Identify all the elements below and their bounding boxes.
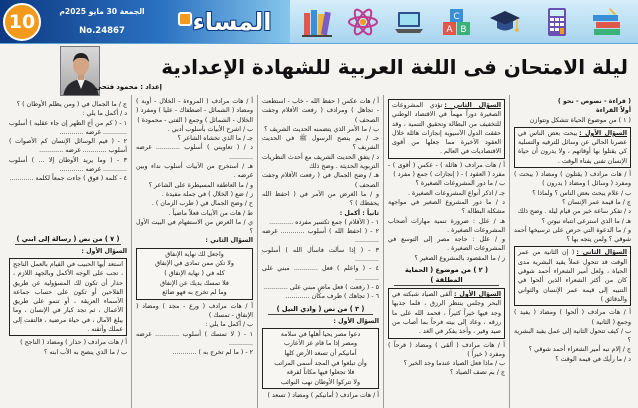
abc-blocks-icon [440,5,474,39]
question-text: ( إن الثانية من عمر الوقت قد تتحول عملاً يفيد البشرية مدى الحياة ، ولعل أمير الشعراء أحمد شوقي كان من أكثر الشعراء الذين ألحوا في التنبيه إلى قيمة عمر الإنسان والثواني والدقائق ) [518,249,627,303]
question-line: جـ / اذكر أنواع المشروعات الصغيرة . [407,189,505,197]
question-line: ج / إلام نبه أمير الشعراء أحمد شوقي ؟ [528,346,631,354]
question-line: ١ - ( الأقلام ) جمع تكسير مفرده ............ [269,218,379,226]
question-text: تؤدي المشروعات الصغيرة دوراً مهماً في الاقتصاد الوطني للتخفيف من البطالة وتحقيق التنمية ، وقد حققت الدول الآسيوية إنجازات هائلة خلال العقود الأخيرة مما جعلها من أقوى الاقتصاديات في العالم . [392,102,501,156]
calculator-icon [540,5,574,39]
verse-line: كله في ( نهاية الإنفاق ) [164,269,225,277]
verse-line: واجعل لك نهاية الإنفاق [165,250,224,258]
question-line: ٦ - ( تجاهك ) ظرف مكان ............ [285,293,379,301]
question-line: أ / هات مرادف ( ألحوا ) ومضاد ( يفيد ) وجمع ( الثانية ) [514,309,631,326]
question-line: أ / هات مرادف ( يقتلون ) ومضاد ( يبحث ) ومفرد ( وسائل ) ومضاد ( يدرون ) [514,171,631,188]
question-line: ح / وضح الجمال في ( طرب الزمان ) . [151,200,253,208]
question-line: ب / اشرح الأبيات بأسلوب أدبي . [167,125,253,133]
issue-number: No.24867 [79,26,125,36]
question-line: جـ / بم ينصح الرسول ﷺ في الحديث الشريف ؟ [262,135,379,152]
column-1 [509,95,635,408]
question-line: هـ / ما الذي استرعى انتباه نيوتن ؟ [541,217,631,225]
question-line: ب / كيف تتحول الثانية إلى عمل يفيد البشرية ؟ [514,327,631,345]
question-line: جـ / ما الذي تخشاه الشاعر ؟ [177,135,253,143]
question-line: ب / ما دور المشروعات الصغيرة ؟ [415,180,505,188]
question-line: أ / هات مرادف ( ألقى ) ومضاد ( فرحاً ) ومفرد ( خيراً ) [388,341,505,358]
section-heading: ( ٣ ) من نص ( وادي النيل ) [268,304,373,315]
question-title: أولاً القراءة [595,107,631,115]
question-line: و / ما الدعوة التي حرص على ترسيخها أحمد شوقي ؟ ولمن يتجه بها ؟ [514,226,631,244]
verse-line: أمانيكم أن تسعد الأرض كلها [284,350,357,358]
question-line: ٢ - ( احفظ الله ) أسلوب ............ غرضه ............ [262,228,379,245]
verse-line: فلا تجعلوا فيها مكاناً لفرقة [286,369,355,377]
issue-info-band [0,0,162,44]
svg-text:A: A [446,25,453,35]
question-line: ط / هات من الأبيات فعلاً ماضياً . [168,209,253,217]
question-title: السؤال الأول : [81,247,127,255]
question-line: ز / ضع ( الخلال ) في جملة مفيدة . [161,190,253,198]
column-2 [383,95,509,408]
question-label: السؤال الثاني : [576,249,627,257]
question-line: ١ - ( كم من أخ الظهر إن جاء عقليه ) أسلوب ............ غرضه ............ [9,119,127,136]
laptop-icon [392,5,426,39]
column-3 [257,95,383,408]
page-number-badge: 10 [3,3,41,41]
question-line: ي / ما الغرض من الاستفهام في البيت الأول ؟ [136,218,253,236]
question-line: ب / علام يبحث بعض الناس ؟ ولماذا ؟ [532,189,631,197]
question-text: يبحث بعض الناس في عصرنا الحالي عن وسائل للترفيه والتسلية كي يقتلوا بها أوقاتهم ، ولا يدرون أن حياة الإنسان تفنى بفناء الوقت . [518,129,627,165]
question-box [136,248,253,300]
question-line: أ / هات مرادف ( حذار ) ومضاد ( الناجح ) [20,339,127,347]
question-line: ب / أكمل ما يلي : [205,321,253,329]
question-line: د / تفكر ساعة خير من قيام ليلة . وضح ذلك [517,208,631,216]
column-4 [131,95,257,408]
question-line: و / ما الغرض من الأمر في ( احفظ الله يحفظك ) ؟ [262,190,379,208]
question-line: هـ / وضح الجمال في ( رفعت الأقلام وجفت الصحف ) [262,172,379,189]
page-header [0,0,638,44]
question-line: و / علل : حاجة مصر إلى التوسع في المشروعات الصغيرة . [388,236,505,253]
question-line: ٤ - كلمة ( فوق ) جاءت جمعاً لكلمة ............ [9,175,127,183]
question-line: أ / هات مرادف ( أمانيكم ) ومضاد ( تسعد ) [267,392,379,400]
question-line: هـ / استخرج من الأبيات أسلوب نداء وبين غرضه . [136,163,253,180]
book-stack-icon [590,5,624,39]
question-line: ز / ما المقصود بالمشروع الصغير ؟ [414,254,505,262]
question-box [514,127,631,168]
question-line: د / ( تعاويني ) أسلوب ............ غرضه ............ [136,144,253,161]
issue-date: الجمعة 30 مايو 2025م [59,7,145,16]
question-line: ج / بم تصف الصياد ؟ [450,369,505,377]
question-line: ج / ما قيمة عمر الإنسان ؟ [562,198,631,206]
question-line: ٣ - ( وما يريد الأوطان إلا ... ) أسلوب ............ غرضه ............ [9,156,127,174]
question-line: د / ما رأيك في قيمة الوقت ؟ [555,355,631,363]
newspaper-logo: المساء [192,8,272,36]
question-line: و / ما العاطفة المسيطرة على الشاعر ؟ [148,181,253,189]
svg-text:C: C [453,12,460,22]
verse-line: ومصر إذا ما قام عز الأعارب [284,340,357,348]
question-line: ( ١ ) من موضوع الحياة تتشكل وتتوازن [529,116,631,124]
author-credit: إعداد : محمود فتحي [95,83,162,91]
question-line: د / أكمل ما يلي : [82,110,127,118]
question-line: ١ - ( لا تمسك ) أسلوب ............ غرضه ............ [136,330,253,347]
question-label: السؤال الأول : [579,129,627,137]
page-title: ليلة الامتحان فى اللغة العربية للشهادة الإعدادية [161,55,628,79]
question-label: السؤال الثاني : [444,102,501,109]
question-box [388,288,505,338]
verse-line: ولا تتركوا الأوطان نهب النوائب [280,378,361,386]
question-line: ب / ما الأمر الذي يتضمنه الحديث الشريف ؟ [264,125,379,133]
question-line: ج / ما الجمال في ( ومن يظلم الأوطان ) ؟ [16,101,127,108]
logo-emblem-icon [178,12,192,26]
question-line: ب / ما الذي ينصح به الأب ابنه ؟ [44,348,127,356]
question-line: أ / هات مرادف ( ورع - مجد ) ومضاد ( الإنفاق - تمسك ) [136,302,253,320]
author-photo [60,46,100,96]
question-box [262,328,379,390]
question-title: ثانياً : أكمل : [339,209,379,217]
question-text: ألقى الصياد شبكته في البحر وجلس ينتظر الرزق ، فلما جذبها وجد فيها خيراً كثيراً ، فحمد الله على ما رزقه ، وعاد إلى بيته فرحاً بما أصاب من صيد وفير ، وأخذ يفكر في الغد . [392,291,501,336]
article-columns [5,95,635,408]
logo-band [162,0,290,44]
question-box [514,246,631,306]
question-text: استعد أيها الحبيب في القيام بالعمل الناجح ، تجب على الوجه الأكمل وبالجهد اللازم ، حذار أن تكون لك المسؤولية عن طريق الفلاحين أو تكون على حساب جماعة الأسماء العريقة ، أو تنمو على طريق الأعمال ، ثم تجد كبار في الإنسان ، وما يبلغ الآمال ، في حياة مرضية ، فالتفت إلى عملك وأتقنه . [13,260,123,334]
question-line: ٥ - ( رفعت ) فعل ماضٍ مبني على ............ [263,283,379,291]
section-heading: ( ٢ ) من موضوع ( الحماية المطلقة ) [394,265,499,286]
question-title: ( قراءة - نصوص - نحو ) [557,98,631,105]
question-line: هـ / علل : ضرورة تنمية مهارات أصحاب المشروعات الصغيرة . [388,217,505,234]
verse-line: دعوا مصر يحيا أهلها في سلامة [280,330,361,338]
atom-icon [346,5,380,39]
question-line: أ / هات عكس ( حفظ الله - خاب - استطعت - تجاهل ) ومرادف ( رفعت الأقلام وجفت الصحف ) [262,98,379,124]
section-heading: ( ٧ ) من نص ( رسالة إلى ابني ) [16,234,120,243]
question-line: ٢ - ( فيم الوسائل الإنسان كم الأصوات ) أسلوب ............ غرضه ............ [9,138,127,155]
question-box [9,258,127,336]
verse-line: وما لم تخرج به فهو ضائع [162,289,227,297]
books-icon [300,5,334,39]
question-title: السؤال الثاني : [205,237,253,245]
question-title: السؤال الأول : [333,317,379,325]
question-label: السؤال الأول : [454,291,501,299]
verse-line: وأن تبلغوا في المجد أسمى المراتب [274,359,367,367]
question-line: أ / هات مرادف ( هائلة ) - عكس ( أقوى ) - مفرد ( العقود ) - ( إنجازات ) جمع ( مفرد ) [388,161,505,179]
question-line: د / ما دور المشروع الصغير في مواجهة مشكلة البطالة ؟ [388,198,505,216]
question-box [388,99,505,159]
column-5 [5,95,131,408]
graduation-cap-icon [488,5,522,39]
verse-line: فلا تمسك يديك عن الإنفاق [160,279,229,287]
question-line: د / يتفق الحديث الشريف مع أحدث النظريات التربوية الحديثة . وضح ذلك [262,153,379,171]
question-line: ٢ - ( ما لم تخرج به ) ............ [172,349,253,357]
question-line: أ / هات مرادف ( المروءة - الخلال - أوبة ) ومضاد ( الشمائل - اصطفاك - عليا ) ومفرد ( الخلال - الشمائل ) وجمع ( الفتى - محمودة ) [136,98,253,124]
question-line: ٣ - ( إذا سألت فاسأل الله ) أسلوب ............ [262,246,379,264]
svg-text:B: B [460,25,467,35]
question-line: ب / ماذا فعل الصياد عندما وجد الخير ؟ [403,360,505,368]
question-line: ٤ - ( واعلم ) فعل ............ مبني على ............ [262,265,379,282]
verse-line: ولا تكن ممن تمادى في الإنفاق [155,260,234,268]
